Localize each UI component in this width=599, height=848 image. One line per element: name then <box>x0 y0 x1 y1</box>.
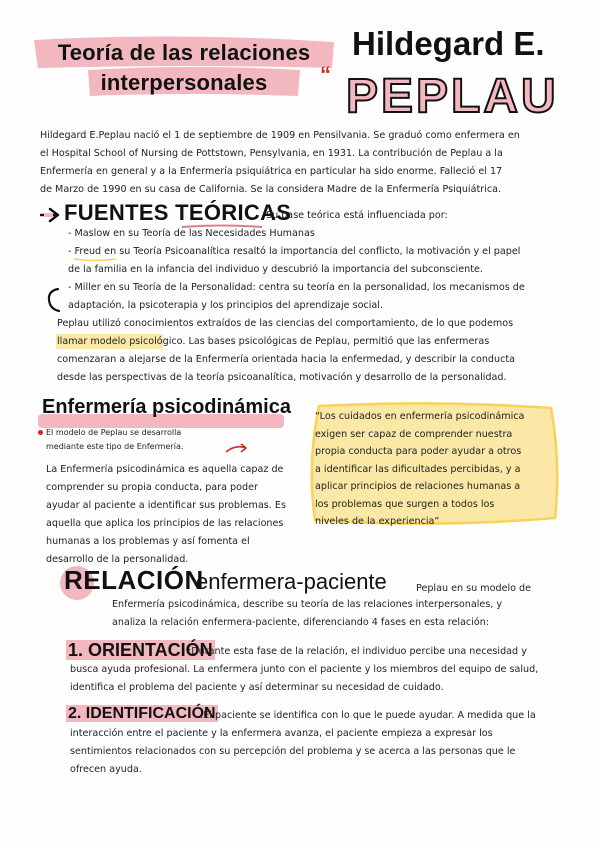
page-title: Teoría de las relaciones <box>57 40 311 65</box>
fase-line: interacción entre el paciente y la enfermera avanza, el paciente empieza a expresar los <box>70 728 493 739</box>
fase-line: busca ayuda profesional. La enfermera junto con el paciente y los miembros del equipo de salud, <box>70 664 539 675</box>
relacion-heading-b: enfermera-paciente <box>196 569 387 594</box>
bullet-dot-icon <box>38 430 43 435</box>
fase-title-highlight: 1. ORIENTACIÓN <box>68 640 213 660</box>
enfermeria-line: comprender su propia conducta, para poder <box>46 482 258 493</box>
quote-line: “Los cuidados en enfermería psicodinámica <box>315 411 525 422</box>
fase-line: sentimientos relacionados con su percepción del problema y se acerca a las personas que le <box>70 746 516 757</box>
intro-line: de Marzo de 1990 en su casa de California. Se la considera Madre de la Enfermería Psiquiátrica. <box>40 184 502 195</box>
list-item: - Miller en su Teoría de la Personalidad: centra su teoría en la personalidad, los mecanismos de <box>68 282 525 293</box>
author-last-name-block <box>346 68 559 126</box>
relacion-line: analiza la relación enfermera-paciente, diferenciando 4 fases en esta relación: <box>112 617 490 628</box>
enfermeria-line: desarrollo de la personalidad. <box>46 554 189 565</box>
title-banner <box>28 34 340 98</box>
author-last-name: PEPLAU <box>346 70 559 123</box>
quote-line: los problemas que surgen a todos los <box>315 498 495 510</box>
intro-line: Enfermería en general y a la Enfermería psiquiátrica en particular ha sido enorme. Falleció el 17 <box>40 166 503 177</box>
fuentes-intro: Su base teórica está influenciada por: <box>266 210 448 221</box>
intro-paragraph <box>40 127 560 199</box>
quote-line: propia conducta para poder ayudar a otros <box>315 446 522 457</box>
enfermeria-paragraph <box>46 461 300 569</box>
fase-first-line: :Durante esta fase de la relación, el individuo percibe una necesidad y <box>188 646 527 657</box>
fase-line: identifica el problema del paciente y así determinar su necesidad de cuidado. <box>70 682 444 693</box>
quote-line: exigen ser capaz de comprender nuestra <box>315 428 513 440</box>
enfermeria-heading: Enfermería psicodinámica <box>42 396 291 418</box>
relacion-intro <box>112 596 552 632</box>
quote-box <box>305 402 563 526</box>
fuentes-line: llamar modelo psicológico. Las bases psicológicas de Peplau, permitió que las enfermeras <box>57 336 490 347</box>
quote-line: niveles de la experiencia” <box>315 516 440 527</box>
enfermeria-line: ayudar al paciente a identificar sus problemas. Es <box>46 500 286 511</box>
fuentes-line: comenzaran a alejarse de la Enfermería orientada hacia la enfermedad, y describir la conducta <box>57 354 516 365</box>
note-line: mediante este tipo de Enfermería. <box>46 442 184 451</box>
relacion-heading-a: RELACIÓN <box>64 565 204 595</box>
fase-body <box>70 725 570 779</box>
quote-line: aplicar principios de relaciones humanas a <box>315 481 521 492</box>
list-item: - Maslow en su Teoría de las Necesidades Humanas <box>68 228 315 239</box>
fuentes-line: desde las perspectivas de la teoría psicoanalítica, motivación y desarrollo de la personalidad. <box>57 372 507 383</box>
fuentes-list <box>68 225 568 315</box>
intro-line: el Hospital School of Nursing de Pottstown, Pensylvania, en 1931. La contribución de Peplau a la <box>40 148 503 159</box>
list-item: - Freud en su Teoría Psicoanalítica resaltó la importancia del conflicto, la motivación y el papel <box>68 246 521 257</box>
enfermeria-note <box>46 426 183 454</box>
fase-title <box>66 705 218 723</box>
fuentes-paragraph <box>57 315 567 387</box>
arrow-icon <box>224 442 248 456</box>
list-item: adaptación, la psicoterapia y los principios del aprendizaje social. <box>68 300 384 311</box>
intro-line: Hildegard E.Peplau nació el 1 de septiembre de 1909 en Pensilvania. Se graduó como enfermera en <box>40 130 520 141</box>
enfermeria-line: humanas a los problemas y así fomenta el <box>46 536 250 547</box>
fase-title-highlight: 2. IDENTIFICACIÓN <box>68 705 216 722</box>
fase-line: ofrecen ayuda. <box>70 764 142 775</box>
list-item: de la familia en la infancia del individuo y descubrió la importancia del subconsciente. <box>68 264 483 275</box>
fase-body <box>70 661 570 697</box>
enfermeria-line: aquella que aplica los principios de las relaciones <box>46 518 284 529</box>
page-subtitle: interpersonales <box>100 70 268 95</box>
note-line: El modelo de Peplau se desarrolla <box>46 428 182 437</box>
freud-underline <box>74 257 116 262</box>
relacion-line: Enfermería psicodinámica, describe su teoría de las relaciones interpersonales, y <box>112 599 503 610</box>
arrow-right-icon <box>40 207 62 223</box>
quote-mark-icon: “ <box>320 62 331 87</box>
enfermeria-line: La Enfermería psicodinámica es aquella capaz de <box>46 464 284 475</box>
fuentes-line: Peplau utilizó conocimientos extraídos de las ciencias del comportamiento, de lo que podemos <box>57 318 514 329</box>
fuentes-heading: FUENTES TEÓRICAS <box>64 200 292 225</box>
fase-first-line: :El paciente se identifica con lo que le puede ayudar. A medida que la <box>200 710 536 721</box>
quote-text <box>315 408 551 531</box>
relacion-intro-first: Peplau en su modelo de <box>416 583 532 594</box>
quote-line: a identificar las dificultades percibidas, y a <box>315 463 521 475</box>
curly-bracket-icon <box>44 287 62 313</box>
author-first-name: Hildegard E. <box>352 25 545 62</box>
